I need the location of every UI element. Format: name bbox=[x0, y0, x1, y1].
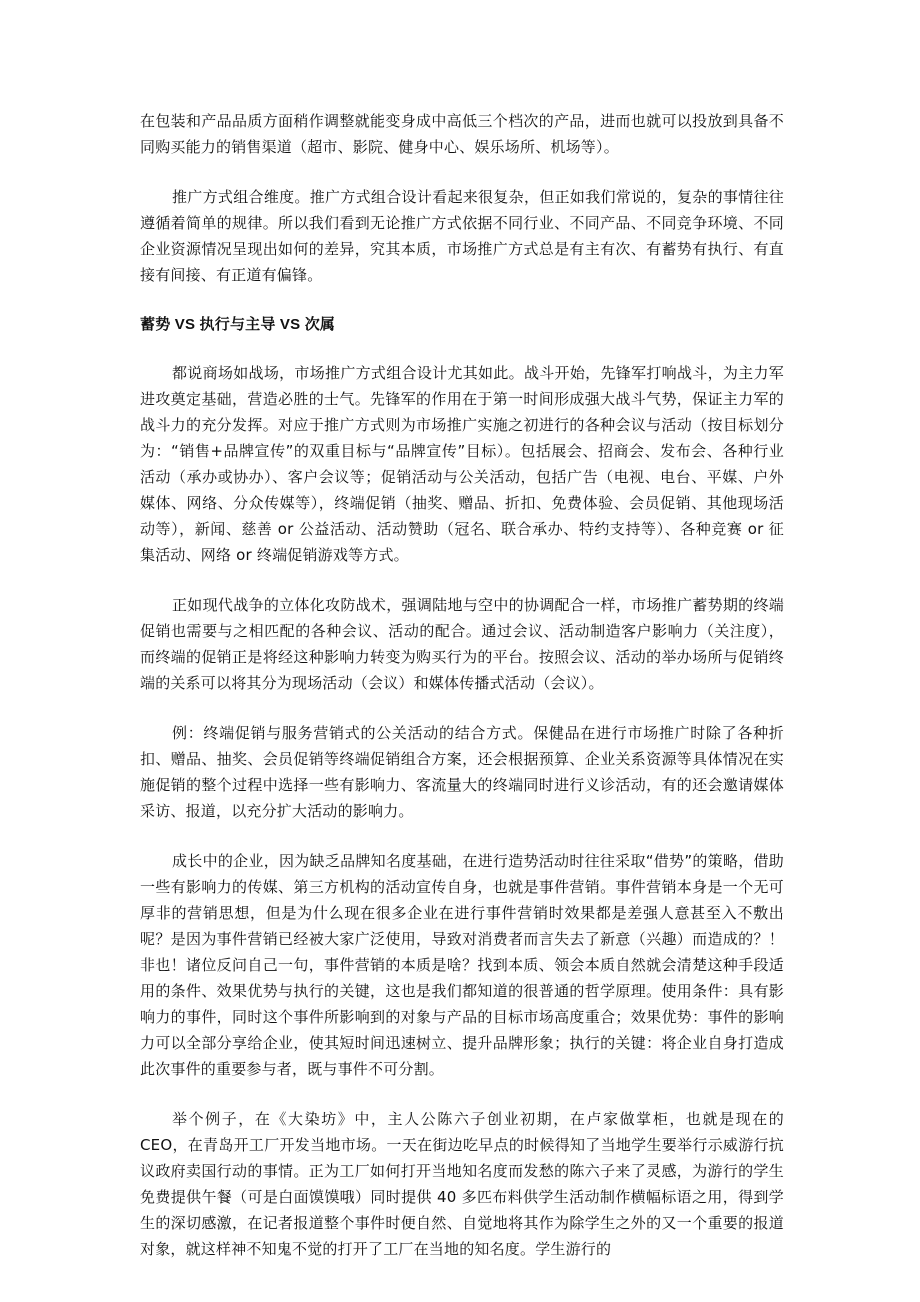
section-heading: 蓄势 VS 执行与主导 VS 次属 bbox=[140, 316, 336, 333]
document-body bbox=[140, 108, 784, 1286]
paragraph-battlefield: 都说商场如战场，市场推广方式组合设计尤其如此。战斗开始，先锋军打响战斗，为主力军进攻奠定基础，营造必胜的士气。先锋军的作用在于第一时间形成强大战斗气势，保证主力军的战斗力的充分发挥。对应于推广方式则为市场推广实施之初进行的各种会议与活动（按目标划分为：“销售+品牌宣传”的双重目标与“品牌宣传”目标）。包括展会、招商会、发布会、各种行业活动（承办或协办）、客户会议等；促销活动与公关活动，包括广告（电视、电台、平媒、户外媒体、网络、分众传媒等），终端促销（抽奖、赠品、折扣、免费体验、会员促销、其他现场活动等），新闻、慈善 or 公益活动、活动赞助（冠名、联合承办、特约支持等）、各种竞赛 or 征集活动、网络 or 终端促销游戏等方式。 bbox=[140, 364, 784, 564]
paragraph-modern-warfare: 正如现代战争的立体化攻防战术，强调陆地与空中的协调配合一样，市场推广蓄势期的终端促销也需要与之相匹配的各种会议、活动的配合。通过会议、活动制造客户影响力（关注度），而终端的促销正是将经这种影响力转变为购买行为的平台。按照会议、活动的举办场所与促销终端的关系可以将其分为现场活动（会议）和媒体传播式活动（会议）。 bbox=[140, 596, 784, 692]
paragraph-dyehouse-example: 举个例子，在《大染坊》中，主人公陈六子创业初期，在卢家做掌柜，也就是现在的 CEO，在青岛开工厂开发当地市场。一天在街边吃早点的时候得知了当地学生要举行示威游行抗议政府卖国行动的事情。正为工厂如何打开当地知名度而发愁的陈六子来了灵感，为游行的学生免费提供午餐（可是白面馍馍哦）同时提供 40 多匹布料供学生活动制作横幅标语之用，得到学生的深切感激，在记者报道整个事件时便自然、自觉地将其作为除学生之外的又一个重要的报道对象，就这样神不知鬼不觉的打开了工厂在当地的知名度。学生游行的 bbox=[140, 1110, 784, 1258]
paragraph-event-marketing: 成长中的企业，因为缺乏品牌知名度基础，在进行造势活动时往往采取“借势”的策略，借助一些有影响力的传媒、第三方机构的活动宣传自身，也就是事件营销。事件营销本身是一个无可厚非的营销思想，但是为什么现在很多企业在进行事件营销时效果都是差强人意甚至入不敷出呢？是因为事件营销已经被大家广泛使用，导致对消费者而言失去了新意（兴趣）而造成的？！非也！诸位反问自己一句，事件营销的本质是啥？找到本质、领会本质自然就会清楚这种手段适用的条件、效果优势与执行的关键，这也是我们都知道的很普通的哲学原理。使用条件：具有影响力的事件，同时这个事件所影响到的对象与产品的目标市场高度重合；效果优势：事件的影响力可以全部分享给企业，使其短时间迅速树立、提升品牌形象；执行的关键：将企业自身打造成此次事件的重要参与者，既与事件不可分割。 bbox=[140, 852, 784, 1078]
paragraph-example: 例：终端促销与服务营销式的公关活动的结合方式。保健品在进行市场推广时除了各种折扣、赠品、抽奖、会员促销等终端促销组合方案，还会根据预算、企业关系资源等具体情况在实施促销的整个过程中选择一些有影响力、客流量大的终端同时进行义诊活动，有的还会邀请媒体采访、报道，以充分扩大活动的影响力。 bbox=[140, 724, 784, 820]
paragraph-promotion-mix: 推广方式组合维度。推广方式组合设计看起来很复杂，但正如我们常说的，复杂的事情往往遵循着简单的规律。所以我们看到无论推广方式依据不同行业、不同产品、不同竞争环境、不同企业资源情况呈现出如何的差异，究其本质，市场推广方式总是有主有次、有蓄势有执行、有直接有间接、有正道有偏锋。 bbox=[140, 188, 784, 284]
paragraph-continuation: 在包装和产品品质方面稍作调整就能变身成中高低三个档次的产品，进而也就可以投放到具备不同购买能力的销售渠道（超市、影院、健身中心、娱乐场所、机场等）。 bbox=[140, 112, 784, 156]
